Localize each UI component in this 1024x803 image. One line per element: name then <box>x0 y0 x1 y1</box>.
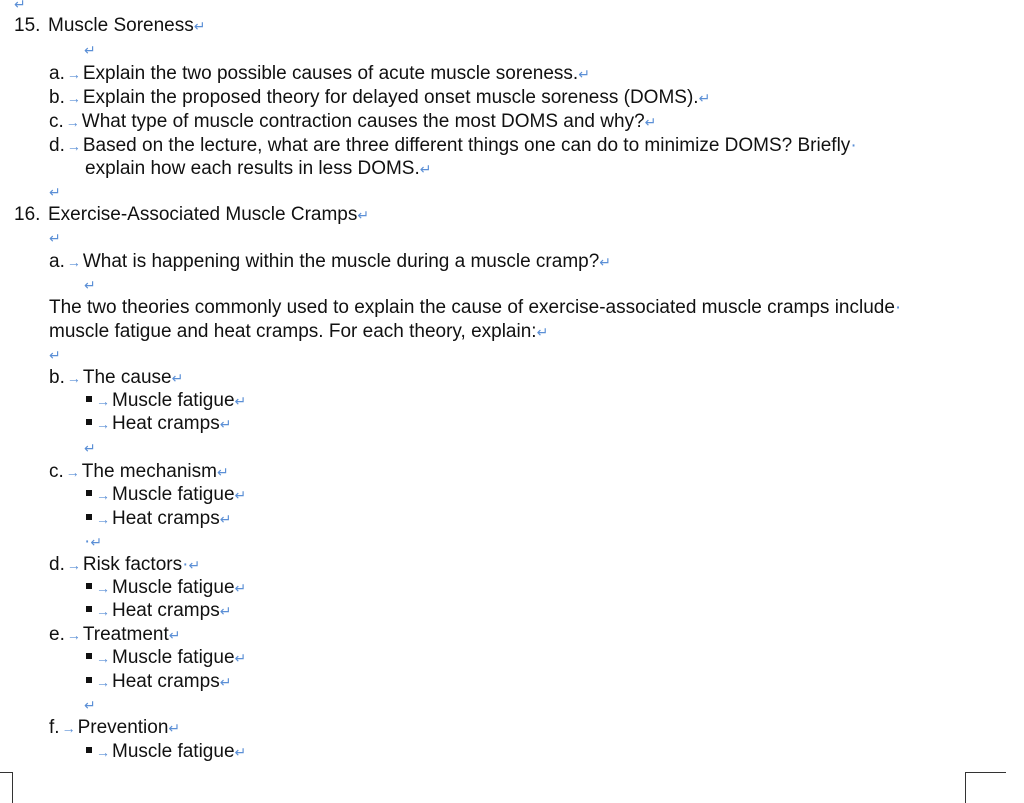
question-16f[interactable]: f. → Prevention↵ <box>49 717 181 738</box>
bullet-text: Muscle fatigue <box>112 390 235 411</box>
bullet-text: Heat cramps <box>112 413 220 434</box>
item-text: Explain the proposed theory for delayed onset muscle soreness (DOMS). <box>82 87 699 108</box>
item-letter: d. <box>49 554 65 575</box>
question-15d-continued[interactable]: explain how each results in less DOMS.↵ <box>85 158 432 179</box>
section-15-heading[interactable]: 15. Muscle Soreness↵ <box>14 15 206 36</box>
paragraph-mark: ↵ <box>49 230 61 246</box>
bullet-icon <box>86 606 92 612</box>
paragraph-mark: ↵ <box>84 277 96 293</box>
bullet-icon <box>86 490 92 496</box>
question-16c[interactable]: c. → The mechanism↵ <box>49 461 229 482</box>
item-text: Risk factors <box>82 554 183 575</box>
paragraph-mark: ↵ <box>84 42 96 58</box>
item-text: Treatment <box>82 624 169 645</box>
crop-mark-bottom-right <box>965 772 1006 803</box>
item-text: The mechanism <box>81 461 217 482</box>
bullet-icon <box>86 653 92 659</box>
bullet-item[interactable]: → Muscle fatigue↵ <box>86 389 246 412</box>
section-title: Exercise-Associated Muscle Cramps <box>48 204 358 225</box>
item-text: Prevention <box>77 717 169 738</box>
section-number: 15. <box>14 15 41 36</box>
bullet-item[interactable]: → Heat cramps↵ <box>86 670 231 693</box>
bullet-icon <box>86 583 92 589</box>
paragraph-mark: ↵ <box>14 0 26 12</box>
bullet-item[interactable]: → Heat cramps↵ <box>86 599 231 622</box>
item-text: Explain the two possible causes of acute muscle soreness. <box>82 63 579 84</box>
intro-paragraph-line-1[interactable]: The two theories commonly used to explain the cause of exercise-associated muscle cramps include· <box>49 297 902 318</box>
bullet-item[interactable]: → Muscle fatigue↵ <box>86 576 246 599</box>
bullet-text: Heat cramps <box>112 671 220 692</box>
item-text: The cause <box>82 367 172 388</box>
bullet-item[interactable]: → Heat cramps↵ <box>86 412 231 435</box>
item-text: What is happening within the muscle during a muscle cramp? <box>82 251 600 272</box>
paragraph-mark: ↵ <box>84 697 96 713</box>
question-15a[interactable]: a. → Explain the two possible causes of acute muscle soreness.↵ <box>49 63 590 84</box>
bullet-item[interactable]: → Heat cramps↵ <box>86 507 231 530</box>
bullet-item[interactable]: → Muscle fatigue↵ <box>86 740 246 763</box>
bullet-text: Heat cramps <box>112 600 220 621</box>
crop-mark-bottom-left <box>0 772 13 803</box>
paragraph-mark: ↵ <box>84 440 96 456</box>
bullet-icon <box>86 747 92 753</box>
item-letter: a. <box>49 63 65 84</box>
item-text: Based on the lecture, what are three different things one can do to minimize DOMS? Briefly <box>82 135 851 156</box>
bullet-text: Muscle fatigue <box>112 741 235 762</box>
bullet-item[interactable]: → Muscle fatigue↵ <box>86 646 246 669</box>
bullet-text: Heat cramps <box>112 508 220 529</box>
item-letter: e. <box>49 624 65 645</box>
item-letter: b. <box>49 87 65 108</box>
bullet-text: Muscle fatigue <box>112 577 235 598</box>
bullet-text: Muscle fatigue <box>112 647 235 668</box>
item-letter: c. <box>49 111 64 132</box>
question-16b[interactable]: b. → The cause↵ <box>49 367 184 388</box>
bullet-icon <box>86 677 92 683</box>
item-letter: a. <box>49 251 65 272</box>
section-16-heading[interactable]: 16. Exercise-Associated Muscle Cramps↵ <box>14 204 370 225</box>
paragraph-mark: ↵ <box>49 184 61 200</box>
intro-text: The two theories commonly used to explain the cause of exercise-associated muscle cramps include <box>49 297 895 318</box>
question-16a[interactable]: a. → What is happening within the muscle during a muscle cramp?↵ <box>49 251 612 272</box>
intro-paragraph-line-2[interactable]: muscle fatigue and heat cramps. For each theory, explain:↵ <box>49 321 549 342</box>
paragraph-mark: ↵ <box>49 347 61 363</box>
question-15b[interactable]: b. → Explain the proposed theory for delayed onset muscle soreness (DOMS).↵ <box>49 87 711 108</box>
item-letter: b. <box>49 367 65 388</box>
intro-text: muscle fatigue and heat cramps. For each theory, explain: <box>49 321 537 342</box>
bullet-icon <box>86 514 92 520</box>
question-15c[interactable]: c. → What type of muscle contraction causes the most DOMS and why?↵ <box>49 111 657 132</box>
bullet-item[interactable]: → Muscle fatigue↵ <box>86 483 246 506</box>
question-16e[interactable]: e. → Treatment↵ <box>49 624 181 645</box>
item-letter: f. <box>49 717 60 738</box>
question-16d[interactable]: d. → Risk factors·↵ <box>49 554 201 575</box>
item-text: What type of muscle contraction causes the most DOMS and why? <box>81 111 645 132</box>
item-letter: c. <box>49 461 64 482</box>
bullet-icon <box>86 396 92 402</box>
item-letter: d. <box>49 135 65 156</box>
paragraph-mark: ·↵ <box>84 531 103 552</box>
item-text: explain how each results in less DOMS. <box>85 158 420 179</box>
bullet-icon <box>86 419 92 425</box>
section-number: 16. <box>14 204 41 225</box>
section-title: Muscle Soreness <box>48 15 194 36</box>
bullet-text: Muscle fatigue <box>112 484 235 505</box>
question-15d[interactable]: d. → Based on the lecture, what are three different things one can do to minimize DOMS? Briefly· <box>49 135 857 156</box>
